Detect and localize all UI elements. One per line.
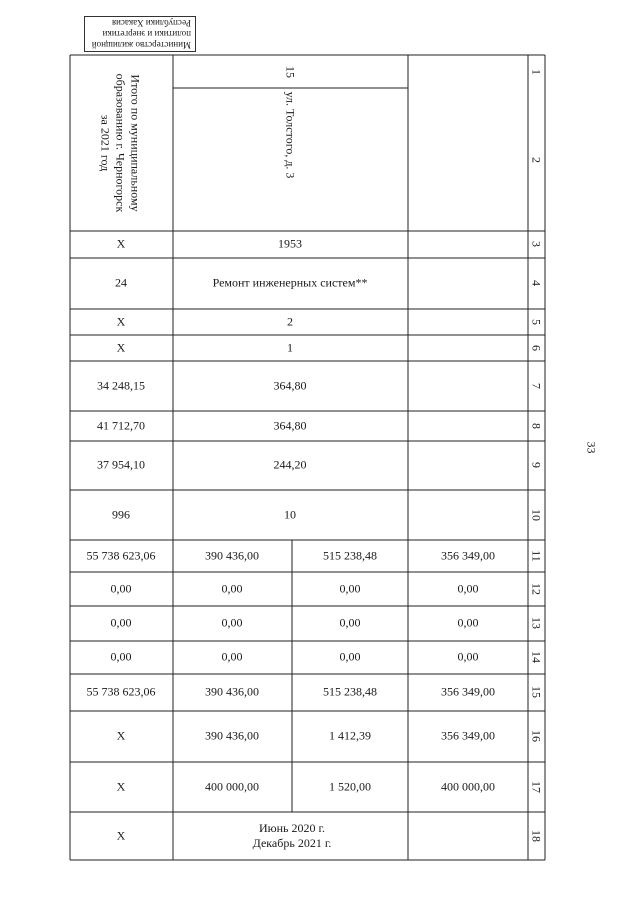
row5-total: Х <box>116 314 126 329</box>
row-number-10: 10 <box>529 509 544 521</box>
stamp-line-1: Министерство жилищной <box>91 40 191 50</box>
row3-value: 1953 <box>278 236 302 251</box>
row14-total: 0,00 <box>110 649 132 664</box>
row13-col-a: 0,00 <box>221 615 243 630</box>
row11-total: 55 738 623,06 <box>86 548 156 563</box>
row6-total: Х <box>116 340 126 355</box>
row18-date-start: Июнь 2020 г. <box>258 821 326 835</box>
row11-col-c: 356 349,00 <box>441 548 495 563</box>
row12-col-b: 0,00 <box>339 581 361 596</box>
row3-total: Х <box>116 236 126 251</box>
row-number-2: 2 <box>529 157 544 163</box>
row7-total: 34 248,15 <box>97 378 145 393</box>
row16-col-b: 1 412,39 <box>329 728 371 743</box>
row11-col-a: 390 436,00 <box>205 548 259 563</box>
row-number-3: 3 <box>529 241 544 247</box>
row4-total: 24 <box>115 275 127 290</box>
row12-col-a: 0,00 <box>221 581 243 596</box>
row-number-7: 7 <box>529 383 544 389</box>
row-number-18: 18 <box>529 830 544 842</box>
row16-total: Х <box>116 728 126 743</box>
row6-value: 1 <box>287 340 293 355</box>
registration-stamp <box>84 16 196 52</box>
row-number-12: 12 <box>529 583 544 595</box>
row17-col-b: 1 520,00 <box>329 779 371 794</box>
total-column-header <box>98 68 143 218</box>
row12-col-c: 0,00 <box>457 581 479 596</box>
row4-value: Ремонт инженерных систем** <box>212 275 368 290</box>
total-header-text: Итого по муниципальному образованию г. Черногорск за 2021 год <box>98 73 143 213</box>
row10-total: 996 <box>112 507 130 522</box>
row10-value: 10 <box>284 507 296 522</box>
row15-col-c: 356 349,00 <box>441 684 495 699</box>
row16-col-a: 390 436,00 <box>205 728 259 743</box>
row15-total: 55 738 623,06 <box>86 684 156 699</box>
row13-col-c: 0,00 <box>457 615 479 630</box>
row14-col-c: 0,00 <box>457 649 479 664</box>
row18-date-end: Декабрь 2021 г. <box>252 836 332 850</box>
row-number-11: 11 <box>529 550 544 562</box>
row9-total: 37 954,10 <box>97 457 145 472</box>
row16-col-c: 356 349,00 <box>441 728 495 743</box>
row15-col-a: 390 436,00 <box>205 684 259 699</box>
row-number-14: 14 <box>529 651 544 663</box>
row8-value: 364,80 <box>273 418 307 433</box>
row-number-5: 5 <box>529 319 544 325</box>
item-number: 15 <box>283 66 298 78</box>
row17-col-a: 400 000,00 <box>205 779 259 794</box>
row-number-6: 6 <box>529 345 544 351</box>
row18-total: Х <box>116 828 126 843</box>
row17-total: Х <box>116 779 126 794</box>
row9-value: 244,20 <box>273 457 307 472</box>
row14-col-b: 0,00 <box>339 649 361 664</box>
row5-value: 2 <box>287 314 293 329</box>
page-number: 33 <box>584 441 599 454</box>
row-number-4: 4 <box>529 280 544 286</box>
row-number-17: 17 <box>529 781 544 793</box>
row-number-1: 1 <box>529 69 544 75</box>
row7-value: 364,80 <box>273 378 307 393</box>
row13-total: 0,00 <box>110 615 132 630</box>
row-number-9: 9 <box>529 462 544 468</box>
row15-col-b: 515 238,48 <box>323 684 377 699</box>
row8-total: 41 712,70 <box>97 418 145 433</box>
address-cell: ул. Толстого, д. 3 <box>283 91 298 179</box>
stamp-line-2: политики и энергетики <box>102 29 191 39</box>
row-number-16: 16 <box>529 730 544 742</box>
row14-col-a: 0,00 <box>221 649 243 664</box>
row-number-15: 15 <box>529 686 544 698</box>
stamp-line-3: Республики Хакасия <box>111 18 191 28</box>
row-number-13: 13 <box>529 617 544 629</box>
row-number-8: 8 <box>529 423 544 429</box>
row11-col-b: 515 238,48 <box>323 548 377 563</box>
row17-col-c: 400 000,00 <box>441 779 495 794</box>
row18-dates <box>253 821 332 851</box>
row12-total: 0,00 <box>110 581 132 596</box>
row13-col-b: 0,00 <box>339 615 361 630</box>
